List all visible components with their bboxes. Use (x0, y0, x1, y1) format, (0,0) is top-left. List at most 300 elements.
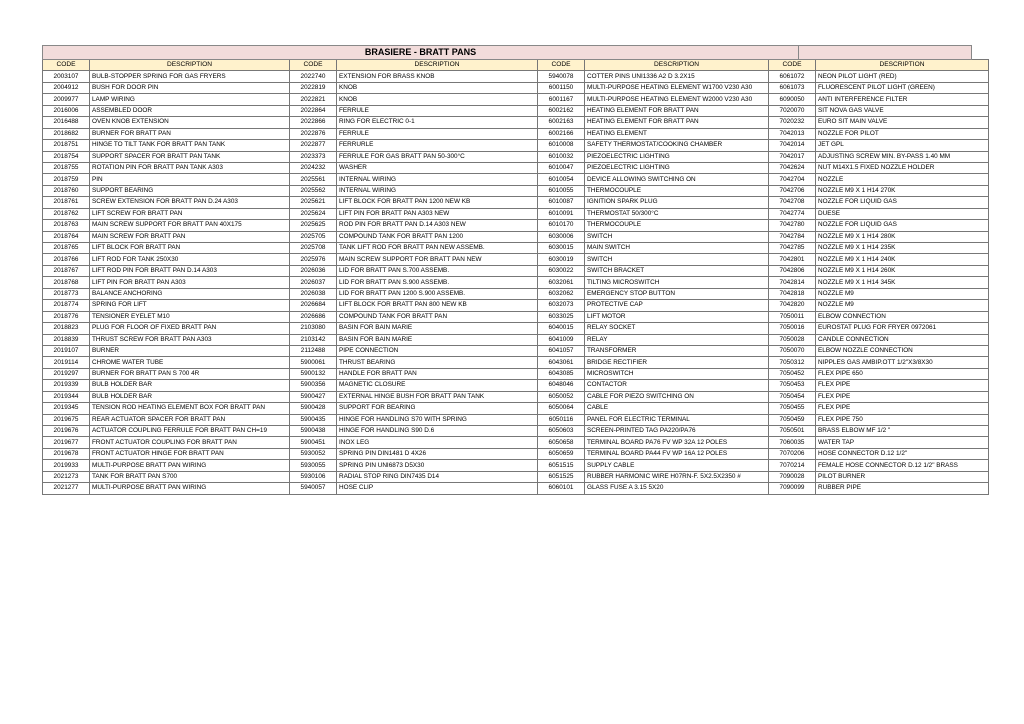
part-code-cell: 7042708 (769, 197, 816, 208)
part-code-cell: 7050455 (769, 403, 816, 414)
part-code-cell: 6061072 (769, 71, 816, 82)
part-description-cell: EMERGENCY STOP BUTTON (585, 288, 769, 299)
part-description-cell: INTERNAL WIRING (337, 185, 538, 196)
part-code-cell: 2018776 (43, 311, 90, 322)
part-description-cell: IGNITION SPARK PLUG (585, 197, 769, 208)
table-row (43, 471, 989, 482)
part-code-cell: 6060101 (538, 483, 585, 494)
part-code-cell: 7020232 (769, 117, 816, 128)
part-description-cell: BASIN FOR BAIN MARIE (337, 323, 538, 334)
part-code-cell: 5900428 (290, 403, 337, 414)
part-code-cell: 2018682 (43, 128, 90, 139)
part-description-cell: ELBOW NOZZLE CONNECTION (816, 345, 989, 356)
part-code-cell: 6010008 (538, 140, 585, 151)
part-description-cell: NOZZLE M9 X 1 H14 270K (816, 185, 989, 196)
part-code-cell: 2022877 (290, 140, 337, 151)
part-description-cell: MAIN SCREW SUPPORT FOR BRATT PAN 40X175 (90, 220, 290, 231)
part-description-cell: MULTI-PURPOSE HEATING ELEMENT W1700 V230 A30 (585, 82, 769, 93)
table-row (43, 220, 989, 231)
part-description-cell: BULB HOLDER BAR (90, 380, 290, 391)
table-row (43, 128, 989, 139)
part-description-cell: CABLE (585, 403, 769, 414)
code-column-header: CODE (769, 60, 816, 71)
table-row (43, 197, 989, 208)
part-code-cell: 2019297 (43, 368, 90, 379)
table-row (43, 460, 989, 471)
part-description-cell: ADJUSTING SCREW MIN. BY-PASS 1.40 MM (816, 151, 989, 162)
part-code-cell: 2018767 (43, 265, 90, 276)
part-code-cell: 2019676 (43, 426, 90, 437)
part-description-cell: LIFT MOTOR (585, 311, 769, 322)
part-code-cell: 5930106 (290, 471, 337, 482)
part-description-cell: SWITCH BRACKET (585, 265, 769, 276)
part-description-cell: TERMINAL BOARD PA44 FV WP 16A 12 POLES (585, 448, 769, 459)
part-description-cell: OVEN KNOB EXTENSION (90, 117, 290, 128)
part-code-cell: 7090028 (769, 471, 816, 482)
part-description-cell: PLUG FOR FLOOR OF FIXED BRATT PAN (90, 323, 290, 334)
part-code-cell: 6043061 (538, 357, 585, 368)
part-code-cell: 6010032 (538, 151, 585, 162)
part-description-cell: RUBBER PIPE (816, 483, 989, 494)
part-code-cell: 2004912 (43, 82, 90, 93)
part-description-cell: LID FOR BRATT PAN 1200 S.900 ASSEMB. (337, 288, 538, 299)
part-description-cell: KNOB (337, 94, 538, 105)
part-code-cell: 5940078 (538, 71, 585, 82)
table-row (43, 483, 989, 494)
part-description-cell: CHROME WATER TUBE (90, 357, 290, 368)
part-code-cell: 7042624 (769, 162, 816, 173)
table-row (43, 231, 989, 242)
part-description-cell: EURO SIT MAIN VALVE (816, 117, 989, 128)
table-row (43, 345, 989, 356)
part-code-cell: 2112488 (290, 345, 337, 356)
part-code-cell: 7042784 (769, 231, 816, 242)
part-description-cell: SUPPLY CABLE (585, 460, 769, 471)
part-description-cell: MULTI-PURPOSE BRATT PAN WIRING (90, 460, 290, 471)
table-row (43, 334, 989, 345)
part-code-cell: 6050052 (538, 391, 585, 402)
part-description-cell: COTTER PINS UNI1336 A2 D 3.2X15 (585, 71, 769, 82)
part-code-cell: 7042774 (769, 208, 816, 219)
part-description-cell: FLEX PIPE (816, 391, 989, 402)
part-description-cell: HINGE FOR HANDLING S90 D.6 (337, 426, 538, 437)
part-code-cell: 7050312 (769, 357, 816, 368)
spare-parts-sheet (42, 45, 989, 495)
part-description-cell: INOX LEG (337, 437, 538, 448)
part-code-cell: 7050459 (769, 414, 816, 425)
part-code-cell: 2025705 (290, 231, 337, 242)
part-description-cell: TILTING MICROSWITCH (585, 277, 769, 288)
table-row (43, 300, 989, 311)
part-code-cell: 2025708 (290, 243, 337, 254)
part-description-cell: SUPPORT BEARING (90, 185, 290, 196)
part-description-cell: TENSION ROD HEATING ELEMENT BOX FOR BRATT PAN (90, 403, 290, 414)
part-code-cell: 6041009 (538, 334, 585, 345)
title-row (42, 45, 989, 59)
part-code-cell: 2018773 (43, 288, 90, 299)
part-description-cell: LIFT ROD FOR TANK 250X30 (90, 254, 290, 265)
part-code-cell: 2019933 (43, 460, 90, 471)
part-description-cell: NOZZLE FOR LIQUID GAS (816, 197, 989, 208)
part-code-cell: 6061073 (769, 82, 816, 93)
part-description-cell: NOZZLE M9 X 1 H14 235K (816, 243, 989, 254)
part-description-cell: RING FOR ELECTRIC 0-1 (337, 117, 538, 128)
part-description-cell: TANK LIFT ROD FOR BRATT PAN NEW ASSEMB. (337, 243, 538, 254)
part-code-cell: 6030006 (538, 231, 585, 242)
part-code-cell: 6032061 (538, 277, 585, 288)
part-code-cell: 7042014 (769, 140, 816, 151)
part-description-cell: SWITCH (585, 231, 769, 242)
part-description-cell: PROTECTIVE CAP (585, 300, 769, 311)
part-description-cell: ANTI INTERFERENCE FILTER (816, 94, 989, 105)
part-description-cell: BURNER FOR BRATT PAN S 700 4R (90, 368, 290, 379)
part-code-cell: 2025621 (290, 197, 337, 208)
part-description-cell: PIPE CONNECTION (337, 345, 538, 356)
part-description-cell: PIN (90, 174, 290, 185)
part-description-cell: HANDLE FOR BRATT PAN (337, 368, 538, 379)
part-description-cell: NEON PILOT LIGHT (RED) (816, 71, 989, 82)
part-description-cell: EUROSTAT PLUG FOR FRYER 0972061 (816, 323, 989, 334)
part-code-cell: 7050453 (769, 380, 816, 391)
part-code-cell: 6032062 (538, 288, 585, 299)
part-description-cell: RADIAL STOP RING DIN7435 D14 (337, 471, 538, 482)
part-code-cell: 6050064 (538, 403, 585, 414)
part-description-cell: MULTI-PURPOSE HEATING ELEMENT W2000 V230 A30 (585, 94, 769, 105)
table-row (43, 243, 989, 254)
part-code-cell: 7070206 (769, 448, 816, 459)
part-description-cell: THERMOCOUPLE (585, 185, 769, 196)
part-description-cell: LIFT SCREW FOR BRATT PAN (90, 208, 290, 219)
part-code-cell: 2025562 (290, 185, 337, 196)
description-column-header: DESCRIPTION (90, 60, 290, 71)
part-code-cell: 2019344 (43, 391, 90, 402)
part-description-cell: HEATING ELEMENT FOR BRATT PAN (585, 117, 769, 128)
part-description-cell: PIEZOELECTRIC LIGHTING (585, 151, 769, 162)
table-row (43, 162, 989, 173)
table-row (43, 185, 989, 196)
part-description-cell: SWITCH (585, 254, 769, 265)
part-code-cell: 6030022 (538, 265, 585, 276)
part-description-cell: NOZZLE M9 X 1 H14 280K (816, 231, 989, 242)
part-description-cell: THERMOCOUPLE (585, 220, 769, 231)
part-code-cell: 6010170 (538, 220, 585, 231)
part-code-cell: 6030019 (538, 254, 585, 265)
part-code-cell: 6010055 (538, 185, 585, 196)
part-code-cell: 2018761 (43, 197, 90, 208)
table-row (43, 140, 989, 151)
part-code-cell: 2018751 (43, 140, 90, 151)
part-description-cell: HINGE TO TILT TANK FOR BRATT PAN TANK (90, 140, 290, 151)
part-code-cell: 2103080 (290, 323, 337, 334)
part-description-cell: KNOB (337, 82, 538, 93)
part-description-cell: SUPPORT SPACER FOR BRATT PAN TANK (90, 151, 290, 162)
description-column-header: DESCRIPTION (816, 60, 989, 71)
part-description-cell: WATER TAP (816, 437, 989, 448)
part-description-cell: SCREEN-PRINTED TAG PA220/PA76 (585, 426, 769, 437)
part-description-cell: EXTERNAL HINGE BUSH FOR BRATT PAN TANK (337, 391, 538, 402)
part-code-cell: 6010054 (538, 174, 585, 185)
part-code-cell: 7050011 (769, 311, 816, 322)
part-code-cell: 6043085 (538, 368, 585, 379)
part-code-cell: 7042706 (769, 185, 816, 196)
table-row (43, 254, 989, 265)
part-code-cell: 5930055 (290, 460, 337, 471)
part-description-cell: BASIN FOR BAIN MARIE (337, 334, 538, 345)
table-row (43, 437, 989, 448)
table-row (43, 380, 989, 391)
part-code-cell: 2026038 (290, 288, 337, 299)
table-row (43, 105, 989, 116)
part-description-cell: NOZZLE M9 X 1 H14 240K (816, 254, 989, 265)
part-description-cell: NOZZLE M9 X 1 H14 345K (816, 277, 989, 288)
part-description-cell: WASHER (337, 162, 538, 173)
part-code-cell: 6010047 (538, 162, 585, 173)
title-spacer-cell (799, 45, 972, 60)
part-code-cell: 6050603 (538, 426, 585, 437)
table-row (43, 403, 989, 414)
part-code-cell: 2018762 (43, 208, 90, 219)
part-description-cell: HINGE FOR HANDLING S70 WITH SPRING (337, 414, 538, 425)
part-code-cell: 2003107 (43, 71, 90, 82)
part-code-cell: 2019677 (43, 437, 90, 448)
sheet-title: BRASIERE - BRATT PANS (42, 45, 799, 60)
table-row (43, 357, 989, 368)
part-code-cell: 2018766 (43, 254, 90, 265)
part-code-cell: 6050659 (538, 448, 585, 459)
part-code-cell: 7042801 (769, 254, 816, 265)
part-code-cell: 2022740 (290, 71, 337, 82)
part-description-cell: FRONT ACTUATOR COUPLING FOR BRATT PAN (90, 437, 290, 448)
part-code-cell: 6051515 (538, 460, 585, 471)
part-code-cell: 2018765 (43, 243, 90, 254)
part-description-cell: SPRING FOR LIFT (90, 300, 290, 311)
part-description-cell: LIFT ROD PIN FOR BRATT PAN D.14 A303 (90, 265, 290, 276)
part-description-cell: HOSE CLIP (337, 483, 538, 494)
part-code-cell: 2022876 (290, 128, 337, 139)
table-row (43, 71, 989, 82)
part-code-cell: 7070214 (769, 460, 816, 471)
part-description-cell: MAIN SCREW SUPPORT FOR BRATT PAN NEW (337, 254, 538, 265)
part-code-cell: 2021273 (43, 471, 90, 482)
part-description-cell: MAIN SCREW FOR BRATT PAN (90, 231, 290, 242)
part-code-cell: 2018768 (43, 277, 90, 288)
part-code-cell: 2019339 (43, 380, 90, 391)
part-code-cell: 7060035 (769, 437, 816, 448)
table-body (43, 71, 989, 494)
part-description-cell: COMPOUND TANK FOR BRATT PAN 1200 (337, 231, 538, 242)
part-code-cell: 7042017 (769, 151, 816, 162)
part-description-cell: DEVICE ALLOWING SWITCHING ON (585, 174, 769, 185)
parts-table (42, 59, 989, 495)
part-code-cell: 2019114 (43, 357, 90, 368)
part-code-cell: 2024232 (290, 162, 337, 173)
part-description-cell: TERMINAL BOARD PA76 FV WP 32A 12 POLES (585, 437, 769, 448)
part-description-cell: SPRING PIN DIN1481 D 4X26 (337, 448, 538, 459)
part-code-cell: 2018764 (43, 231, 90, 242)
part-description-cell: FLEX PIPE (816, 380, 989, 391)
part-code-cell: 7042785 (769, 243, 816, 254)
header-row (43, 60, 989, 71)
part-code-cell: 2025625 (290, 220, 337, 231)
part-code-cell: 7042806 (769, 265, 816, 276)
table-row (43, 448, 989, 459)
table-row (43, 151, 989, 162)
part-description-cell: BULB HOLDER BAR (90, 391, 290, 402)
part-description-cell: PIEZOELECTRIC LIGHTING (585, 162, 769, 173)
part-description-cell: ASSEMBLED DOOR (90, 105, 290, 116)
part-description-cell: THERMOSTAT 50/300°C (585, 208, 769, 219)
part-code-cell: 6048046 (538, 380, 585, 391)
part-description-cell: FRONT ACTUATOR HINGE FOR BRATT PAN (90, 448, 290, 459)
part-code-cell: 2009977 (43, 94, 90, 105)
part-description-cell: ACTUATOR COUPLING FERRULE FOR BRATT PAN CH=19 (90, 426, 290, 437)
part-code-cell: 2022866 (290, 117, 337, 128)
part-code-cell: 2021277 (43, 483, 90, 494)
part-code-cell: 2019675 (43, 414, 90, 425)
part-code-cell: 2018755 (43, 162, 90, 173)
part-description-cell: BURNER FOR BRATT PAN (90, 128, 290, 139)
part-code-cell: 2025976 (290, 254, 337, 265)
part-code-cell: 2016006 (43, 105, 90, 116)
table-row (43, 391, 989, 402)
part-code-cell: 6050658 (538, 437, 585, 448)
part-description-cell: BRIDGE RECTIFIER (585, 357, 769, 368)
part-code-cell: 7050016 (769, 323, 816, 334)
part-code-cell: 6033025 (538, 311, 585, 322)
part-code-cell: 5940057 (290, 483, 337, 494)
part-code-cell: 6040015 (538, 323, 585, 334)
part-code-cell: 6030015 (538, 243, 585, 254)
part-code-cell: 5900438 (290, 426, 337, 437)
part-description-cell: MAGNETIC CLOSURE (337, 380, 538, 391)
part-description-cell: FERRULE (337, 128, 538, 139)
part-description-cell: GLASS FUSE A 3.15 5X20 (585, 483, 769, 494)
part-description-cell: JET GPL (816, 140, 989, 151)
table-row (43, 368, 989, 379)
part-description-cell: FLUORESCENT PILOT LIGHT (GREEN) (816, 82, 989, 93)
part-code-cell: 6002162 (538, 105, 585, 116)
description-column-header: DESCRIPTION (337, 60, 538, 71)
part-description-cell: HEATING ELEMENT (585, 128, 769, 139)
part-code-cell: 6050116 (538, 414, 585, 425)
part-code-cell: 7042818 (769, 288, 816, 299)
part-description-cell: NOZZLE FOR PILOT (816, 128, 989, 139)
part-description-cell: RELAY (585, 334, 769, 345)
code-column-header: CODE (290, 60, 337, 71)
table-row (43, 94, 989, 105)
part-code-cell: 2022819 (290, 82, 337, 93)
part-code-cell: 5930052 (290, 448, 337, 459)
part-code-cell: 7090099 (769, 483, 816, 494)
part-code-cell: 2026037 (290, 277, 337, 288)
part-description-cell: NUT M14X1.5 FIXED NOZZLE HOLDER (816, 162, 989, 173)
part-description-cell: NOZZLE M9 (816, 288, 989, 299)
table-row (43, 265, 989, 276)
part-description-cell: MULTI-PURPOSE BRATT PAN WIRING (90, 483, 290, 494)
part-code-cell: 7042704 (769, 174, 816, 185)
part-description-cell: PILOT BURNER (816, 471, 989, 482)
part-code-cell: 2025561 (290, 174, 337, 185)
part-description-cell: BUSH FOR DOOR PIN (90, 82, 290, 93)
part-description-cell: SIT NOVA GAS VALVE (816, 105, 989, 116)
part-description-cell: ROTATION PIN FOR BRATT PAN TANK A303 (90, 162, 290, 173)
part-code-cell: 5900427 (290, 391, 337, 402)
table-row (43, 288, 989, 299)
table-row (43, 414, 989, 425)
part-description-cell: LAMP WIRING (90, 94, 290, 105)
part-description-cell: NIPPLES GAS AMBIP.OTT 1/2"X3/8X30 (816, 357, 989, 368)
part-description-cell: BURNER (90, 345, 290, 356)
part-description-cell: SAFETY THERMOSTAT/COOKING CHAMBER (585, 140, 769, 151)
part-code-cell: 5900451 (290, 437, 337, 448)
description-column-header: DESCRIPTION (585, 60, 769, 71)
part-code-cell: 2022864 (290, 105, 337, 116)
part-code-cell: 5900435 (290, 414, 337, 425)
code-column-header: CODE (538, 60, 585, 71)
part-code-cell: 2019345 (43, 403, 90, 414)
part-code-cell: 7042780 (769, 220, 816, 231)
part-description-cell: EXTENSION FOR BRASS KNOB (337, 71, 538, 82)
part-code-cell: 6090050 (769, 94, 816, 105)
table-row (43, 426, 989, 437)
part-code-cell: 5900132 (290, 368, 337, 379)
part-code-cell: 2103142 (290, 334, 337, 345)
part-description-cell: SCREW EXTENSION FOR BRATT PAN D.24 A303 (90, 197, 290, 208)
part-code-cell: 2018823 (43, 323, 90, 334)
part-code-cell: 7050070 (769, 345, 816, 356)
part-description-cell: DUESE (816, 208, 989, 219)
part-code-cell: 6001150 (538, 82, 585, 93)
part-code-cell: 2018774 (43, 300, 90, 311)
part-code-cell: 2026684 (290, 300, 337, 311)
table-row (43, 323, 989, 334)
part-description-cell: LID FOR BRATT PAN S.700 ASSEMB. (337, 265, 538, 276)
part-description-cell: BULB-STOPPER SPRING FOR GAS FRYERS (90, 71, 290, 82)
part-description-cell: HEATING ELEMENT FOR BRATT PAN (585, 105, 769, 116)
part-code-cell: 2026036 (290, 265, 337, 276)
part-code-cell: 2018754 (43, 151, 90, 162)
part-description-cell: HOSE CONNECTOR D.12 1/2" (816, 448, 989, 459)
part-description-cell: FERRULE FOR GAS BRATT PAN 50-300°C (337, 151, 538, 162)
part-code-cell: 7050028 (769, 334, 816, 345)
part-code-cell: 2019107 (43, 345, 90, 356)
part-code-cell: 7042013 (769, 128, 816, 139)
part-code-cell: 2018763 (43, 220, 90, 231)
part-code-cell: 6041057 (538, 345, 585, 356)
part-description-cell: FERRULE (337, 105, 538, 116)
part-description-cell: COMPOUND TANK FOR BRATT PAN (337, 311, 538, 322)
table-row (43, 174, 989, 185)
part-code-cell: 7050452 (769, 368, 816, 379)
part-description-cell: NOZZLE M9 X 1 H14 260K (816, 265, 989, 276)
part-code-cell: 6032073 (538, 300, 585, 311)
part-code-cell: 6002163 (538, 117, 585, 128)
part-description-cell: CANDLE CONNECTION (816, 334, 989, 345)
part-code-cell: 2023373 (290, 151, 337, 162)
part-description-cell: SUPPORT FOR BEARING (337, 403, 538, 414)
part-description-cell: NOZZLE M9 (816, 300, 989, 311)
part-code-cell: 6001167 (538, 94, 585, 105)
part-code-cell: 6051525 (538, 471, 585, 482)
part-code-cell: 2016488 (43, 117, 90, 128)
part-description-cell: FERRURLE (337, 140, 538, 151)
part-description-cell: FLEX PIPE 750 (816, 414, 989, 425)
part-description-cell: TENSIONER EYELET M10 (90, 311, 290, 322)
part-code-cell: 7042814 (769, 277, 816, 288)
part-description-cell: PANEL FOR ELECTRIC TERMINAL (585, 414, 769, 425)
part-code-cell: 6010087 (538, 197, 585, 208)
part-description-cell: FLEX PIPE (816, 403, 989, 414)
